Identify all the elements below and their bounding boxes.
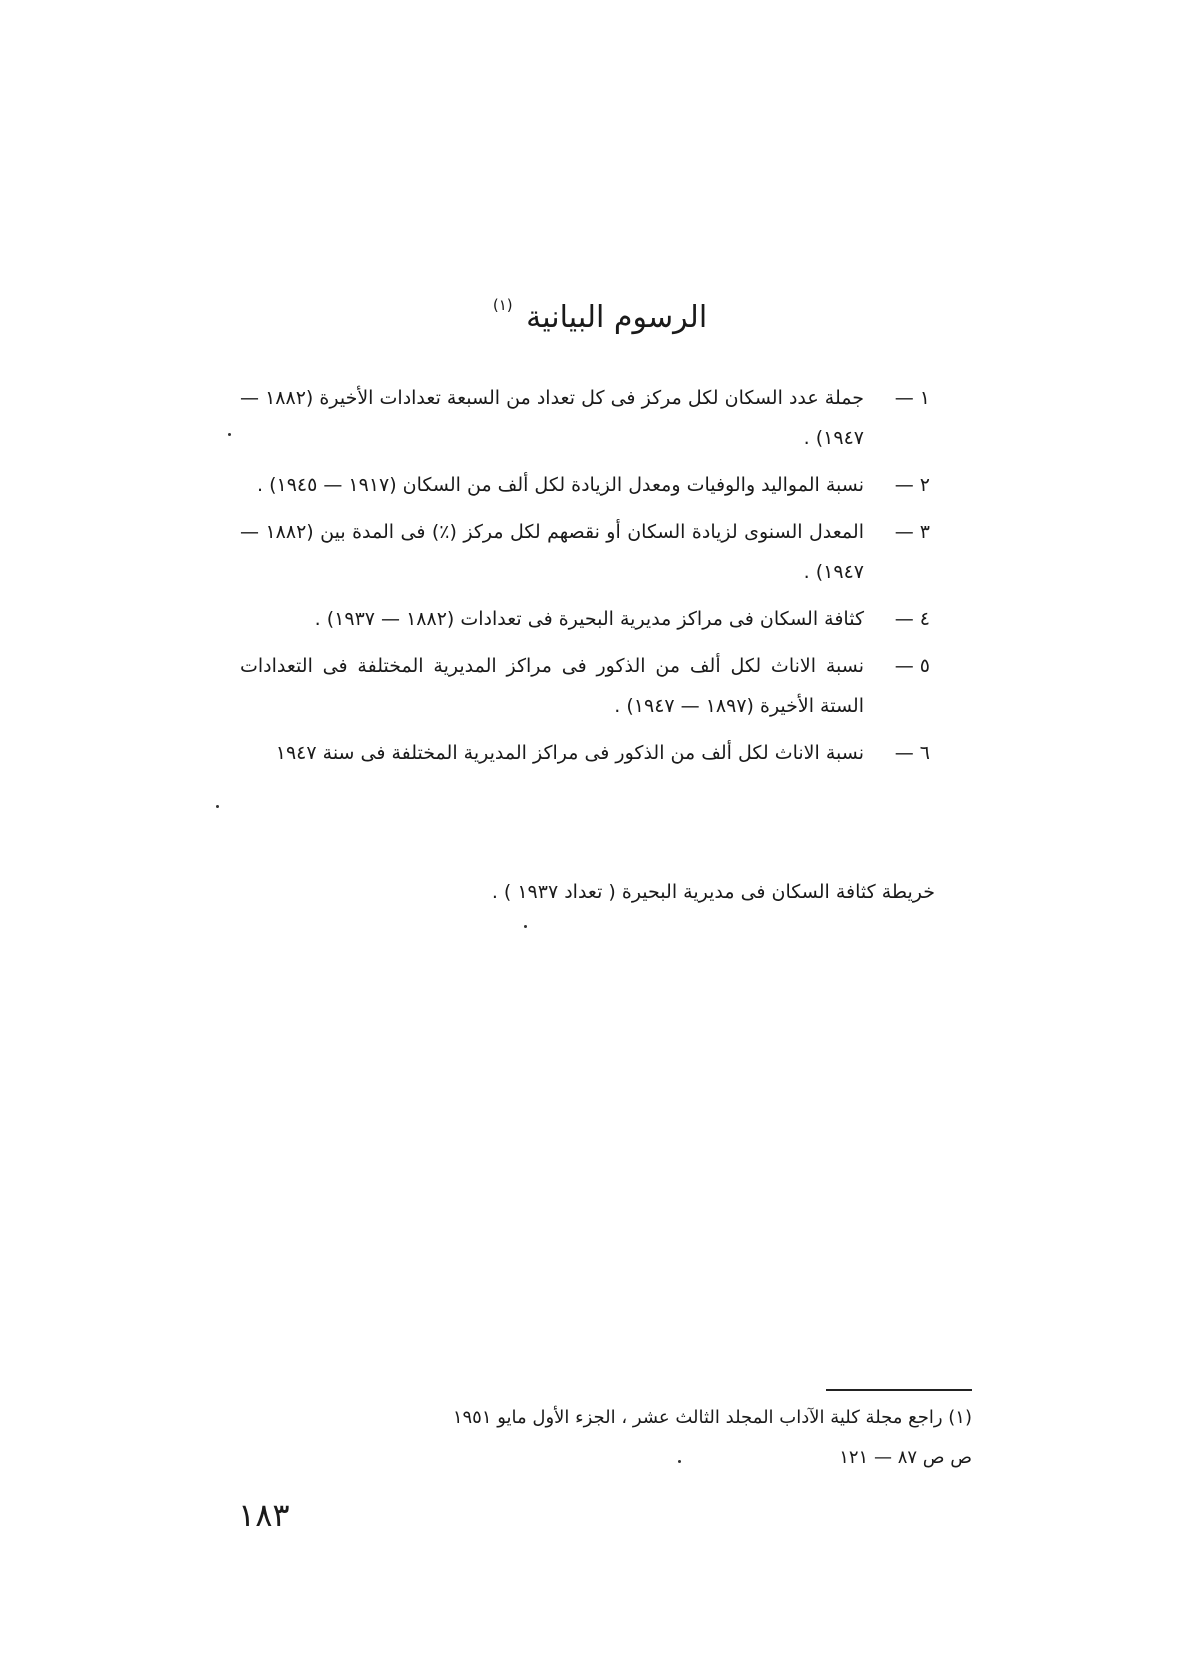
- list-item: [240, 512, 930, 592]
- list-item: [240, 646, 930, 726]
- list-item-text: نسبة الاناث لكل ألف من الذكور فى مراكز المديرية المختلفة فى التعدادات الستة الأخيرة (١٨٩٧ — ١٩٤٧) .: [240, 655, 864, 717]
- list-item: [240, 465, 930, 505]
- scan-speck: [524, 925, 527, 928]
- scan-speck: [228, 433, 231, 436]
- list-item: [240, 378, 930, 458]
- list-item-number: ٤ —: [894, 608, 930, 630]
- list-item-text: نسبة الاناث لكل ألف من الذكور فى مراكز المديرية المختلفة فى سنة ١٩٤٧: [275, 742, 864, 764]
- list-item: [240, 733, 930, 773]
- charts-list: [240, 378, 930, 780]
- title-footnote-mark: (١): [492, 296, 513, 314]
- scan-speck: [216, 805, 219, 808]
- list-item-number: ٦ —: [894, 742, 930, 764]
- footnote-line-2: ص ص ٨٧ — ١٢١: [839, 1447, 972, 1468]
- footnote-line-1: (١) راجع مجلة كلية الآداب المجلد الثالث عشر ، الجزء الأول مايو ١٩٥١: [452, 1407, 972, 1428]
- list-item-text: نسبة المواليد والوفيات ومعدل الزيادة لكل ألف من السكان (١٩١٧ — ١٩٤٥) .: [256, 474, 864, 496]
- page-title: [470, 296, 730, 335]
- page-title-text: الرسوم البيانية: [526, 300, 708, 335]
- list-item-number: ١ —: [894, 387, 930, 409]
- scan-speck: [678, 1460, 681, 1463]
- list-item-text: المعدل السنوى لزيادة السكان أو نقصهم لكل مركز (٪) فى المدة بين (١٨٨٢ — ١٩٤٧) .: [240, 521, 864, 583]
- footnote-divider: [826, 1389, 972, 1391]
- list-item-number: ٢ —: [894, 474, 930, 496]
- list-item-number: ٥ —: [894, 655, 930, 677]
- list-item-text: جملة عدد السكان لكل مركز فى كل تعداد من السبعة تعدادات الأخيرة (١٨٨٢ — ١٩٤٧) .: [240, 387, 865, 449]
- list-item-number: ٣ —: [894, 521, 930, 543]
- list-item-text: كثافة السكان فى مراكز مديرية البحيرة فى تعدادات (١٨٨٢ — ١٩٣٧) .: [314, 608, 864, 630]
- map-caption: خريطة كثافة السكان فى مديرية البحيرة ( تعداد ١٩٣٧ ) .: [491, 881, 935, 903]
- list-item: [240, 599, 930, 639]
- footnote: [252, 1398, 972, 1478]
- page-number: ١٨٣: [238, 1496, 290, 1534]
